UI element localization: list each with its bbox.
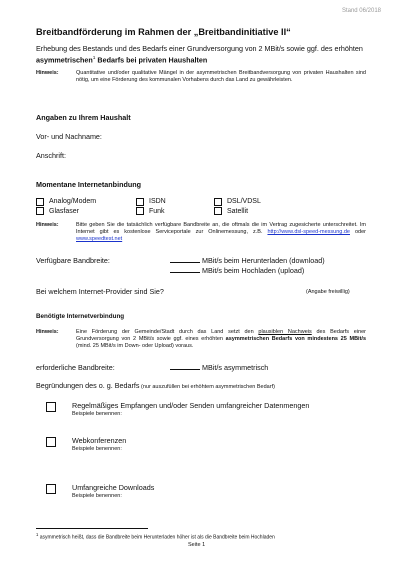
option-label: Funk <box>149 207 165 215</box>
required-bandwidth-unit: MBit/s asymmetrisch <box>202 363 269 372</box>
footnote-marker: 1 <box>92 56 96 61</box>
document-version-stamp: Stand 06/2018 <box>341 8 381 14</box>
hint-bandwidth-measurement <box>36 222 366 243</box>
name-input-area[interactable] <box>112 138 362 146</box>
upload-row <box>170 266 304 275</box>
address-field-label: Anschrift: <box>36 151 66 160</box>
reasons-heading <box>36 381 275 390</box>
reason-example-label: Beispiele benennen: <box>72 493 122 499</box>
connection-column-2 <box>136 197 166 216</box>
required-bandwidth-input[interactable] <box>170 363 200 370</box>
checkbox[interactable] <box>136 207 144 215</box>
hint-text: Quantitative und/oder qualitative Mängel in der asymmetrischen Breitbandversorgung von privaten Haushalten sind nötig, um eine Förderung des kommunalen Vorhabens durch das Land zu gewährleisten. <box>76 70 366 83</box>
reason-checkbox[interactable] <box>46 437 56 447</box>
section-household-heading: Angaben zu Ihrem Haushalt <box>36 113 131 122</box>
upload-unit: MBit/s beim Hochladen (upload) <box>202 266 305 275</box>
footnote-separator <box>36 528 148 529</box>
reason-example-label: Beispiele benennen: <box>72 446 122 452</box>
footnote-number: 1 <box>36 532 39 537</box>
hint-label: Hinweis: <box>36 70 59 76</box>
hint-label: Hinweis: <box>36 329 59 335</box>
reason-example-label: Beispiele benennen: <box>72 411 122 417</box>
required-bandwidth-label: erforderliche Bandbreite: <box>36 363 115 372</box>
provider-optional-note: (Angabe freiwillig) <box>306 289 350 295</box>
reasons-heading-note: (nur auszufüllen bei erhöhtem asymmetrischen Bedarf) <box>139 384 275 390</box>
option-wireless[interactable] <box>136 207 166 217</box>
section-required-connection-heading: Benötigte Internetverbindung <box>36 313 125 320</box>
reason-web-conferences <box>46 436 126 452</box>
upload-input[interactable] <box>170 266 200 273</box>
connection-column-3 <box>214 197 261 216</box>
option-label: DSL/VDSL <box>227 198 261 205</box>
reason-title: Umfangreiche Downloads <box>72 483 155 492</box>
footnote-text: asymmetrisch heißt, dass die Bandbreite beim Herunterladen höher ist als die Bandbreite beim Hochladen <box>38 534 275 541</box>
option-dsl-vdsl[interactable] <box>214 197 261 207</box>
reason-checkbox[interactable] <box>46 402 56 412</box>
download-row <box>170 256 325 265</box>
section-current-connection-heading: Momentane Internetanbindung <box>36 180 142 189</box>
reason-title: Regelmäßiges Empfangen und/oder Senden umfangreicher Datenmengen <box>72 401 310 410</box>
hint-part: (mind. 25 MBit/s im Down- oder Upload) voraus. <box>76 343 194 349</box>
option-isdn[interactable] <box>136 197 166 207</box>
option-label: Analog/Modem <box>49 198 97 205</box>
intro-bold-demand: Bedarfs bei privaten Haushalten <box>95 55 208 65</box>
option-label: ISDN <box>149 198 166 205</box>
intro-text: Erhebung des Bestands und des Bedarfs einer Grundversorgung von 2 MBit/s sowie ggf. des erhöhten <box>36 44 363 53</box>
hint-quality <box>36 70 366 84</box>
address-input-area[interactable] <box>80 150 360 160</box>
checkbox[interactable] <box>36 198 44 206</box>
reason-title: Webkonferenzen <box>72 436 127 445</box>
option-label: Glasfaser <box>49 207 79 215</box>
hint-bold: asymmetrischen Bedarfs von mindestens 25 MBit/s <box>225 336 366 342</box>
provider-question: Bei welchem Internet-Provider sind Sie? <box>36 287 164 296</box>
hint-part: Eine Förderung der Gemeinde/Stadt durch das Land setzt den <box>76 329 259 335</box>
hint-text <box>76 329 366 350</box>
option-fiber[interactable] <box>36 207 96 217</box>
download-unit: MBit/s beim Herunterladen (download) <box>202 256 325 265</box>
footnote <box>36 532 275 541</box>
name-field-label: Vor- und Nachname: <box>36 132 102 141</box>
hint-underlined: plausiblen Nachweis <box>258 329 312 335</box>
link-speedtest[interactable]: www.speedtest.net <box>76 236 123 242</box>
checkbox[interactable] <box>36 207 44 215</box>
reasons-heading-text: Begründungen des o. g. Bedarfs <box>36 381 140 390</box>
option-satellite[interactable] <box>214 207 261 217</box>
option-label: Satellit <box>227 207 249 215</box>
hint-text <box>76 222 366 243</box>
intro-paragraph <box>36 44 371 65</box>
reason-large-downloads <box>46 483 154 499</box>
hint-funding-requirement <box>36 329 366 350</box>
page-number: Seite 1 <box>188 542 206 548</box>
reason-checkbox[interactable] <box>46 484 56 494</box>
document-title: Breitbandförderung im Rahmen der „Breitbandinitiative II“ <box>36 27 291 37</box>
checkbox[interactable] <box>214 207 222 215</box>
checkbox[interactable] <box>214 198 222 206</box>
connection-column-1 <box>36 197 96 216</box>
hint-body: Bitte geben Sie die tatsächlich verfügbare Bandbreite an, die oftmals die im Vertrag zugesicherte unterschreitet. Im Internet gibt es kostenlose Serviceportale zur Onlinemessung, z.B. <box>76 222 366 235</box>
option-analog-modem[interactable] <box>36 197 96 207</box>
intro-bold-asymmetric: asymmetrischen <box>36 55 93 65</box>
checkbox[interactable] <box>136 198 144 206</box>
available-bandwidth-label: Verfügbare Bandbreite: <box>36 256 110 265</box>
link-dsl-speed-messung[interactable]: http://www.dsl-speed-messung.de <box>267 229 350 235</box>
hint-part: des Bedarfs einer Grundversorgung von 2 MBit/s sowie ggf. eines erhöhten <box>76 329 367 342</box>
hint-label: Hinweis: <box>36 222 59 228</box>
reason-data-volume <box>46 401 309 417</box>
hint-or: oder <box>350 229 366 235</box>
required-bandwidth-row <box>170 363 268 372</box>
download-input[interactable] <box>170 256 200 263</box>
